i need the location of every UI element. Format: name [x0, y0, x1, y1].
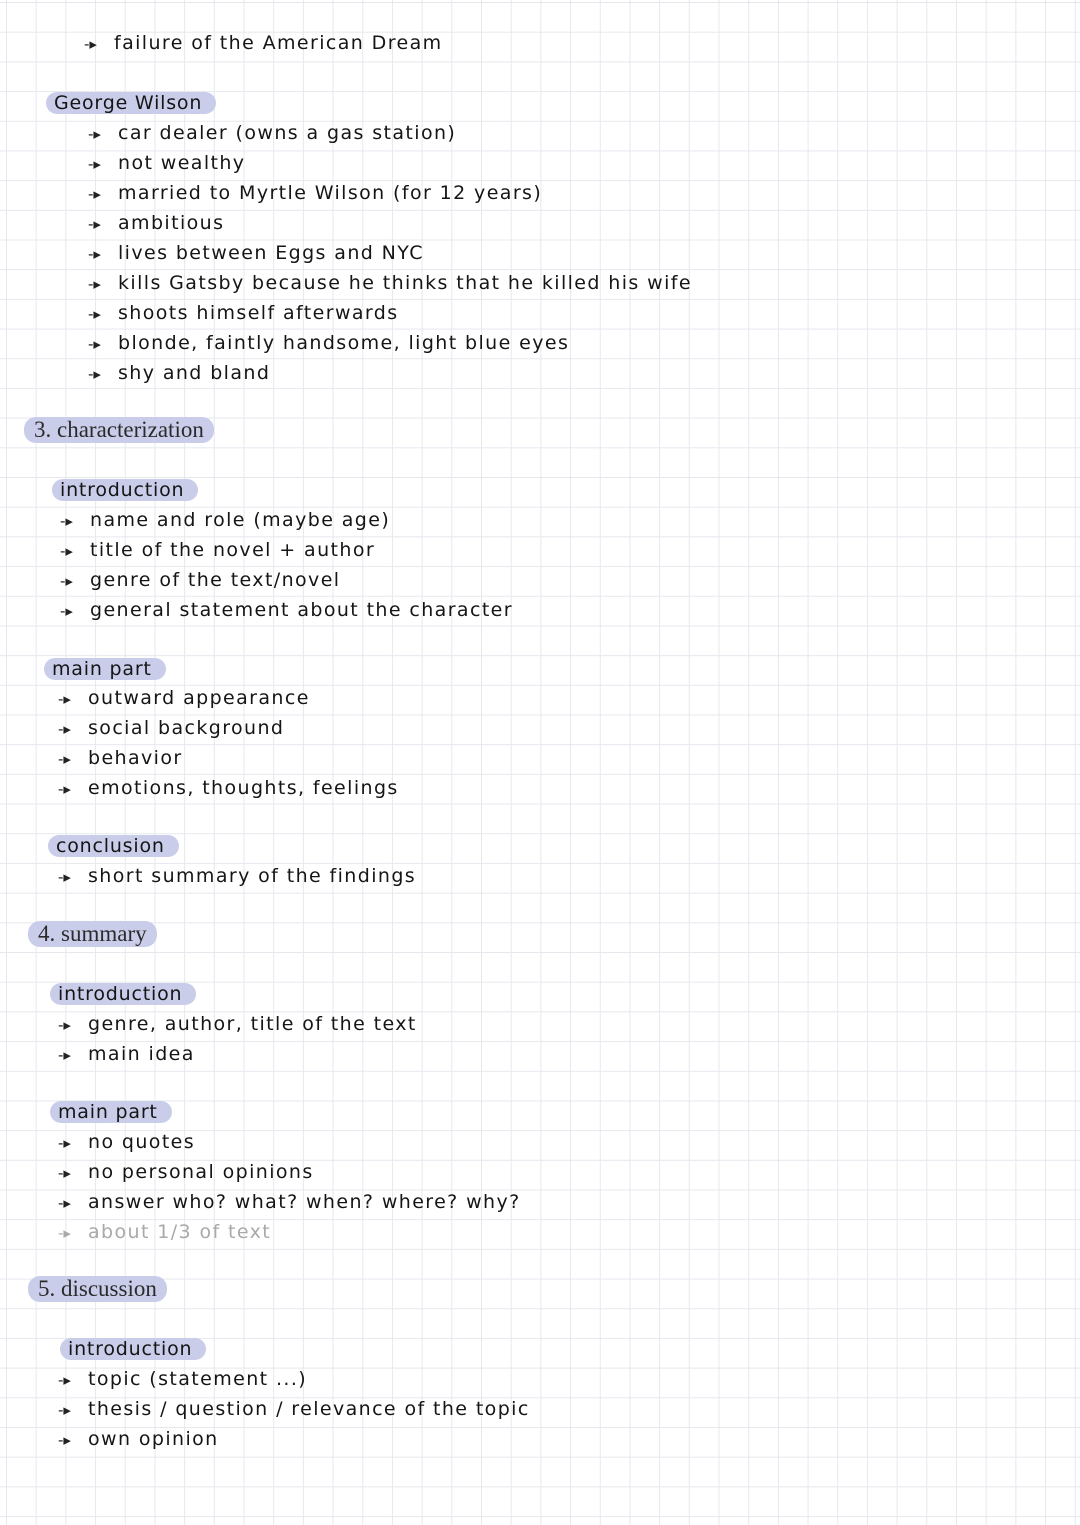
arrow-icon: -▸	[88, 335, 101, 353]
arrow-icon: -▸	[58, 1431, 71, 1449]
wilson-bullet: -▸ married to Myrtle Wilson (for 12 years)	[88, 180, 542, 207]
arrow-icon: -▸	[88, 185, 101, 203]
characterization-main-part-bullet: -▸ behavior	[58, 745, 183, 772]
arrow-icon: -▸	[88, 155, 101, 173]
arrow-icon: -▸	[58, 1164, 71, 1182]
arrow-icon: -▸	[58, 690, 71, 708]
arrow-icon: -▸	[88, 215, 101, 233]
characterization-introduction-heading: introduction	[52, 479, 198, 501]
summary-introduction-bullet: -▸ genre, author, title of the text	[58, 1011, 417, 1038]
arrow-icon: -▸	[58, 868, 71, 886]
arrow-icon: -▸	[84, 35, 97, 53]
characterization-conclusion-bullet: -▸ short summary of the findings	[58, 863, 416, 890]
arrow-icon: -▸	[88, 245, 101, 263]
section-heading-summary: 4. summary	[28, 921, 157, 947]
arrow-icon: -▸	[88, 125, 101, 143]
wilson-bullet: -▸ car dealer (owns a gas station)	[88, 120, 456, 147]
characterization-introduction-bullet: -▸ general statement about the character	[60, 597, 513, 624]
discussion-introduction-bullet: -▸ own opinion	[58, 1426, 219, 1453]
section-heading-characterization: 3. characterization	[24, 417, 214, 443]
arrow-icon: -▸	[60, 602, 73, 620]
summary-main-part-bullet: -▸ no quotes	[58, 1129, 195, 1156]
section-heading-discussion: 5. discussion	[28, 1276, 167, 1302]
wilson-bullet: -▸ shoots himself afterwards	[88, 300, 399, 327]
arrow-icon: -▸	[58, 1046, 71, 1064]
wilson-bullet: -▸ kills Gatsby because he thinks that he killed his wife	[88, 270, 692, 297]
characterization-conclusion-heading: conclusion	[48, 835, 179, 857]
summary-introduction-heading: introduction	[50, 983, 196, 1005]
arrow-icon: -▸	[58, 1134, 71, 1152]
arrow-icon: -▸	[58, 1194, 71, 1212]
arrow-icon: -▸	[60, 542, 73, 560]
characterization-main-part-bullet: -▸ social background	[58, 715, 284, 742]
wilson-bullet: -▸ blonde, faintly handsome, light blue eyes	[88, 330, 569, 357]
arrow-icon: -▸	[58, 780, 71, 798]
arrow-icon: -▸	[58, 1401, 71, 1419]
wilson-bullet: -▸ lives between Eggs and NYC	[88, 240, 424, 267]
arrow-icon: -▸	[58, 1224, 71, 1242]
wilson-heading: George Wilson	[46, 92, 216, 114]
arrow-icon: -▸	[58, 720, 71, 738]
gatsby-bullet: -▸ failure of the American Dream	[84, 30, 443, 57]
summary-main-part-bullet: -▸ answer who? what? when? where? why?	[58, 1189, 521, 1216]
characterization-main-part-bullet: -▸ outward appearance	[58, 685, 310, 712]
arrow-icon: -▸	[88, 275, 101, 293]
summary-introduction-bullet: -▸ main idea	[58, 1041, 195, 1068]
arrow-icon: -▸	[58, 1016, 71, 1034]
wilson-bullet: -▸ not wealthy	[88, 150, 245, 177]
summary-main-part-bullet: -▸ about 1/3 of text	[58, 1219, 271, 1246]
summary-main-part-bullet: -▸ no personal opinions	[58, 1159, 314, 1186]
discussion-introduction-bullet: -▸ thesis / question / relevance of the topic	[58, 1396, 530, 1423]
characterization-introduction-bullet: -▸ name and role (maybe age)	[60, 507, 390, 534]
characterization-introduction-bullet: -▸ title of the novel + author	[60, 537, 375, 564]
arrow-icon: -▸	[88, 365, 101, 383]
wilson-bullet: -▸ shy and bland	[88, 360, 270, 387]
arrow-icon: -▸	[60, 572, 73, 590]
characterization-main-part-bullet: -▸ emotions, thoughts, feelings	[58, 775, 399, 802]
discussion-introduction-heading: introduction	[60, 1338, 206, 1360]
arrow-icon: -▸	[88, 305, 101, 323]
characterization-introduction-bullet: -▸ genre of the text/novel	[60, 567, 340, 594]
wilson-bullet: -▸ ambitious	[88, 210, 224, 237]
arrow-icon: -▸	[60, 512, 73, 530]
arrow-icon: -▸	[58, 750, 71, 768]
summary-main-part-heading: main part	[50, 1101, 172, 1123]
characterization-main-part-heading: main part	[44, 658, 166, 680]
discussion-introduction-bullet: -▸ topic (statement ...)	[58, 1366, 307, 1393]
arrow-icon: -▸	[58, 1371, 71, 1389]
